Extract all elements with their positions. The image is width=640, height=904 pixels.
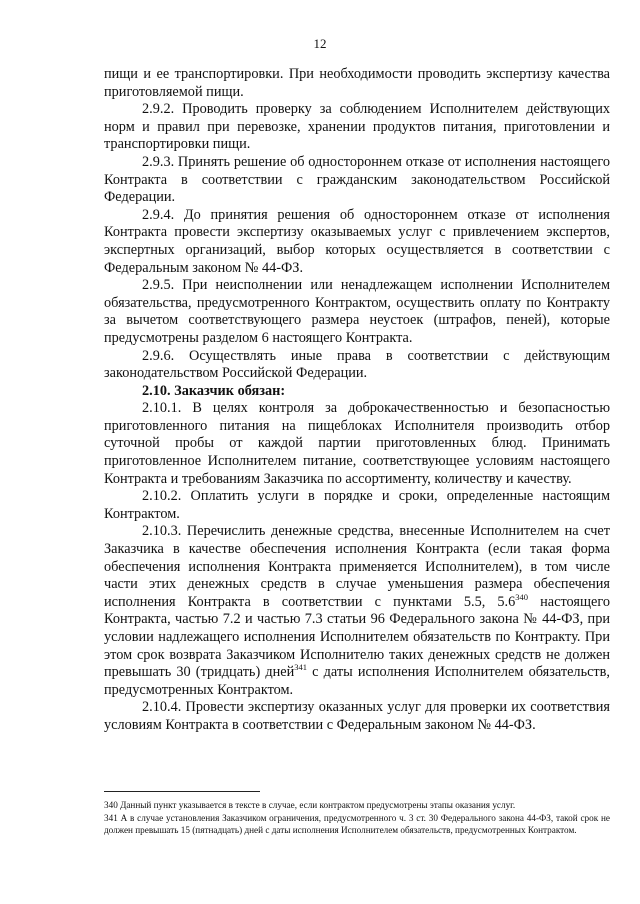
paragraph-2-10-3 (104, 523, 610, 699)
paragraph-2-10-3-part-c: с даты исполнения Исполнителем обязательств, предусмотренных Контрактом. (104, 664, 611, 698)
footnotes (104, 799, 610, 837)
paragraph-2-10-3-part-b: настоящего Контракта, частью 7.2 и частью 7.3 статьи 96 Федерального закона № 44-ФЗ, при условии надлежащего исполнения Исполнителем обязательств по Контракту. При этом срок возврата Заказчиком Исполнителю таких денежных средств не должен превышать 30 (тридцать) дней (104, 593, 610, 681)
paragraph-2-10-3-part-a: 2.10.3. Перечислить денежные средства, внесенные Исполнителем на счет Заказчика в качестве обеспечения исполнения Контракта (если такая форма обеспечения исполнения Контракта применяется Исполнителем), в том числе части этих денежных средств в случае уменьшения размера обеспечения исполнения Контракта в соответствии с пунктами 5.5, 5.6 (104, 523, 610, 610)
footnote-340: 340 Данный пункт указывается в тексте в случае, если контрактом предусмотрены этапы оказания услуг. (104, 800, 516, 810)
footnote-ref-341[interactable]: 341 (294, 662, 308, 673)
paragraph-2-9-3: 2.9.3. Принять решение об одностороннем отказе от исполнения настоящего Контракта в соответствии с гражданским законодательством Российской Федерации. (104, 153, 610, 206)
paragraph-2-10-4: 2.10.4. Провести экспертизу оказанных услуг для проверки их соответствия условиям Контракта в соответствии с Федеральным законом № 44-ФЗ. (104, 699, 610, 733)
page-number: 12 (313, 36, 327, 51)
paragraph-2-10-2: 2.10.2. Оплатить услуги в порядке и сроки, определенные настоящим Контрактом. (104, 488, 610, 522)
section-heading-2-10: 2.10. Заказчик обязан: (142, 382, 286, 399)
paragraph-2-9-2: 2.9.2. Проводить проверку за соблюдением Исполнителем действующих норм и правил при перевозке, хранении продуктов питания, приготовлении и транспортировки пищи. (104, 101, 610, 153)
footnote-341: 341 А в случае установления Заказчиком ограничения, предусмотренного ч. 3 ст. 30 Федерального закона 44-ФЗ, такой срок не должен превышать 15 (пятнадцать) дней с даты исполнения Исполнителем обязательств, предусмотренных Контрактом. (104, 812, 610, 836)
paragraph-2-10-1: 2.10.1. В целях контроля за доброкачественностью и безопасностью приготовленного питания на пищеблоках Исполнителя производить отбор суточной пробы от каждой партии приготовленных блюд. Принимать приготовленное Исполнителем питание, соответствующее условиям настоящего Контракта и требованиям Заказчика по ассортименту, количеству и качеству. (104, 400, 610, 487)
paragraph-2-9-1-continuation: пищи и ее транспортировки. При необходимости проводить экспертизу качества приготовляемой пищи. (104, 66, 610, 100)
paragraph-2-9-5: 2.9.5. При неисполнении или ненадлежащем исполнении Исполнителем обязательства, предусмотренного Контрактом, осуществить оплату по Контракту за вычетом соответствующего размера неустоек (штрафов, пеней), которые предусмотрены разделом 6 настоящего Контракта. (104, 277, 610, 346)
paragraph-2-9-6: 2.9.6. Осуществлять иные права в соответствии с действующим законодательством Российской Федерации. (104, 347, 610, 382)
paragraph-2-9-4: 2.9.4. До принятия решения об одностороннем отказе от исполнения Контракта провести экспертизу оказываемых услуг с привлечением экспертов, экспертных организаций, выбор которых осуществляется в соответствии с Федеральным законом № 44-ФЗ. (104, 206, 610, 276)
footnote-ref-340[interactable]: 340 (515, 592, 529, 603)
footnote-divider (104, 791, 260, 792)
contract-text (104, 66, 610, 735)
